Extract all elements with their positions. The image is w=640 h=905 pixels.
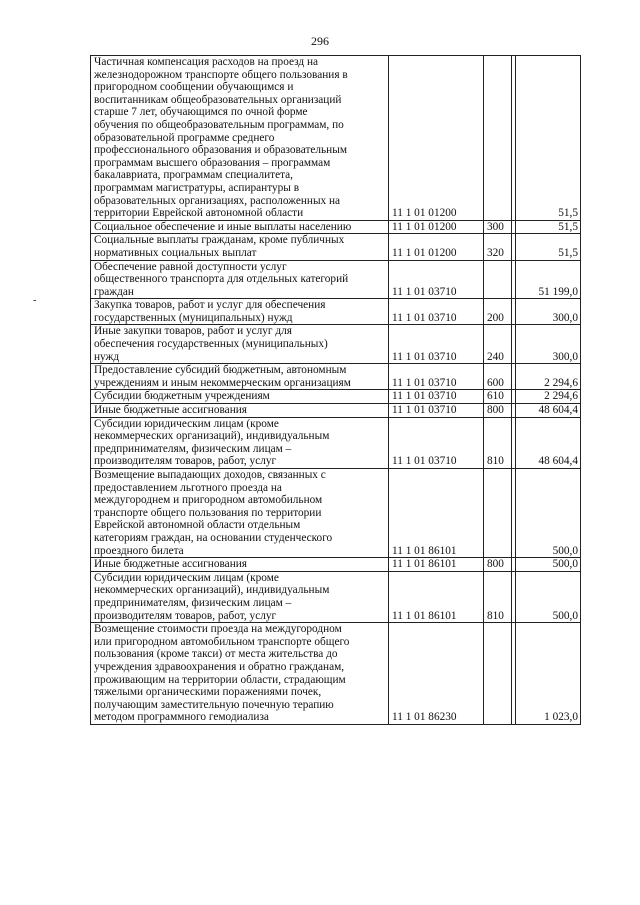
table-row <box>91 558 581 572</box>
row-name: Возмещение стоимости проезда на междугородном или пригородном автомобильном транспорте общего пользования (кроме такси) от места жительства до учреждения здравоохранения и обратно гражданам, проживающим на территории области, страдающим тяжелыми органическими поражениями почек, получающим заместительную почечную терапию методом программного гемодиализа <box>91 623 389 725</box>
table-row <box>91 469 581 558</box>
table-row <box>91 417 581 468</box>
row-expense-type: 610 <box>484 390 512 404</box>
row-expense-type <box>484 623 512 725</box>
row-expense-type <box>484 469 512 558</box>
table-row <box>91 364 581 390</box>
row-expense-type: 810 <box>484 417 512 468</box>
row-amount: 2 294,6 <box>516 390 581 404</box>
row-name: Частичная компенсация расходов на проезд на железнодорожном транспорте общего пользования в пригородном сообщении обучающимся и воспитанникам общеобразовательных организаций старше 7 лет, обучающимся по очной форме обучения по общеобразовательным программам, по образовательной программе среднего профессионального образования и образовательным программам высшего образования – программам бакалавриата, программам специалитета, программам магистратуры, аспирантуры в образовательных организациях, расположенных на территории Еврейской автономной области <box>91 56 389 221</box>
row-amount: 2 294,6 <box>516 364 581 390</box>
table-row <box>91 260 581 299</box>
row-name: Иные бюджетные ассигнования <box>91 404 389 418</box>
page-number: 296 <box>311 34 329 48</box>
row-name: Социальные выплаты гражданам, кроме публичных нормативных социальных выплат <box>91 234 389 260</box>
row-name: Субсидии бюджетным учреждениям <box>91 390 389 404</box>
margin-mark: - <box>33 295 37 306</box>
row-name: Социальное обеспечение и иные выплаты населению <box>91 220 389 234</box>
table-row <box>91 623 581 725</box>
row-name: Иные закупки товаров, работ и услуг для обеспечения государственных (муниципальных) нужд <box>91 325 389 364</box>
row-amount: 51,5 <box>516 56 581 221</box>
table-row <box>91 325 581 364</box>
row-amount: 500,0 <box>516 571 581 622</box>
row-amount: 51 199,0 <box>516 260 581 299</box>
row-target-code: 11 1 01 03710 <box>389 260 484 299</box>
table-row <box>91 571 581 622</box>
row-expense-type: 600 <box>484 364 512 390</box>
row-amount: 500,0 <box>516 469 581 558</box>
row-name: Субсидии юридическим лицам (кроме некоммерческих организаций), индивидуальным предпринимателям, физическим лицам – производителям товаров, работ, услуг <box>91 571 389 622</box>
table-row <box>91 220 581 234</box>
table-row <box>91 404 581 418</box>
row-target-code: 11 1 01 03710 <box>389 299 484 325</box>
row-amount: 1 023,0 <box>516 623 581 725</box>
table-row <box>91 299 581 325</box>
row-target-code: 11 1 01 86101 <box>389 571 484 622</box>
row-amount: 300,0 <box>516 325 581 364</box>
row-name: Обеспечение равной доступности услуг общественного транспорта для отдельных категорий граждан <box>91 260 389 299</box>
budget-table <box>90 55 581 725</box>
table-row <box>91 390 581 404</box>
row-amount: 48 604,4 <box>516 417 581 468</box>
row-expense-type: 800 <box>484 558 512 572</box>
row-target-code: 11 1 01 01200 <box>389 234 484 260</box>
row-amount: 300,0 <box>516 299 581 325</box>
row-expense-type <box>484 260 512 299</box>
row-name: Закупка товаров, работ и услуг для обеспечения государственных (муниципальных) нужд <box>91 299 389 325</box>
row-amount: 500,0 <box>516 558 581 572</box>
table-row <box>91 56 581 221</box>
row-target-code: 11 1 01 86230 <box>389 623 484 725</box>
row-amount: 51,5 <box>516 234 581 260</box>
row-expense-type: 800 <box>484 404 512 418</box>
row-target-code: 11 1 01 86101 <box>389 469 484 558</box>
row-expense-type: 320 <box>484 234 512 260</box>
row-expense-type: 200 <box>484 299 512 325</box>
row-expense-type: 300 <box>484 220 512 234</box>
row-expense-type: 810 <box>484 571 512 622</box>
row-target-code: 11 1 01 01200 <box>389 220 484 234</box>
row-amount: 48 604,4 <box>516 404 581 418</box>
row-amount: 51,5 <box>516 220 581 234</box>
row-target-code: 11 1 01 86101 <box>389 558 484 572</box>
row-target-code: 11 1 01 03710 <box>389 417 484 468</box>
table-row <box>91 234 581 260</box>
row-name: Возмещение выпадающих доходов, связанных с предоставлением льготного проезда на междугороднем и пригородном автомобильном транспорте общего пользования по территории Еврейской автономной области отдельным категориям граждан, на основании студенческого проездного билета <box>91 469 389 558</box>
row-name: Иные бюджетные ассигнования <box>91 558 389 572</box>
row-name: Субсидии юридическим лицам (кроме некоммерческих организаций), индивидуальным предпринимателям, физическим лицам – производителям товаров, работ, услуг <box>91 417 389 468</box>
row-target-code: 11 1 01 03710 <box>389 404 484 418</box>
row-expense-type <box>484 56 512 221</box>
row-target-code: 11 1 01 01200 <box>389 56 484 221</box>
row-target-code: 11 1 01 03710 <box>389 390 484 404</box>
row-expense-type: 240 <box>484 325 512 364</box>
row-name: Предоставление субсидий бюджетным, автономным учреждениям и иным некоммерческим организациям <box>91 364 389 390</box>
row-target-code: 11 1 01 03710 <box>389 364 484 390</box>
row-target-code: 11 1 01 03710 <box>389 325 484 364</box>
